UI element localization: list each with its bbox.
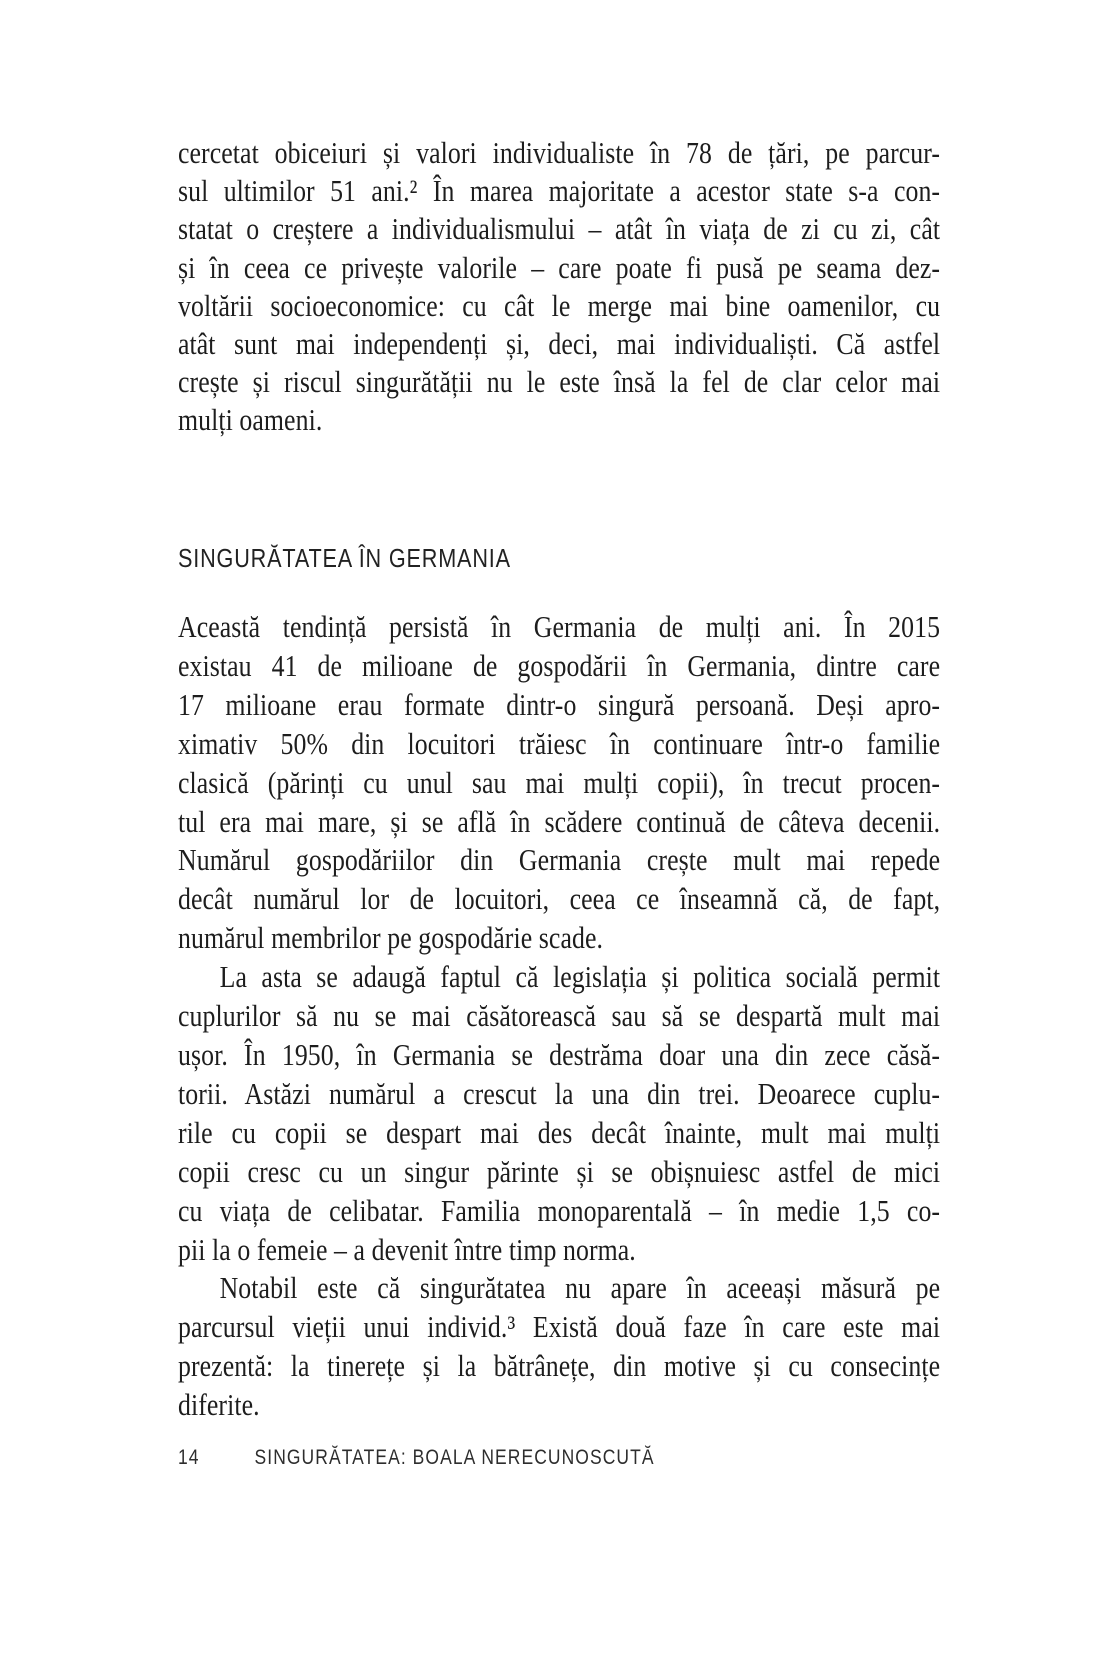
text-line: statat o creștere a individualismului – atât în viața de zi cu zi, cât	[178, 211, 941, 247]
paragraph-3	[178, 958, 940, 1269]
text-line: mulți oameni.	[178, 402, 323, 438]
text-column	[178, 0, 940, 1654]
paragraph-1	[178, 134, 940, 440]
text-line: La asta se adaugă faptul că legislația și politica socială permit	[219, 959, 941, 995]
running-title: SINGURĂTATEA: BOALA NERECUNOSCUTĂ	[254, 1446, 655, 1469]
section-heading: SINGURĂTATEA ÎN GERMANIA	[178, 543, 511, 573]
text-line: ușor. În 1950, în Germania se destrăma doar una din zece căsă-	[178, 1036, 941, 1072]
paragraph-2	[178, 608, 940, 958]
text-line: clasică (părinți cu unul sau mai mulți copii), în trecut procen-	[178, 764, 941, 800]
text-line: crește și riscul singurătății nu le este însă la fel de clar celor mai	[178, 364, 941, 400]
text-line: voltării socioeconomice: cu cât le merge mai bine oamenilor, cu	[178, 287, 941, 323]
text-line: 17 milioane erau formate dintr-o singură persoană. Deși apro-	[178, 686, 941, 722]
text-line: parcursul vieții unui individ.³ Există două faze în care este mai	[178, 1309, 941, 1345]
text-line: numărul membrilor pe gospodărie scade.	[178, 920, 604, 956]
text-line: torii. Astăzi numărul a crescut la una din trei. Deoarece cuplu-	[178, 1075, 941, 1111]
text-line: rile cu copii se despart mai des decât înainte, mult mai mulți	[178, 1114, 941, 1150]
text-line: Numărul gospodăriilor din Germania crește mult mai repede	[178, 842, 941, 878]
text-line: copii cresc cu un singur părinte și se obișnuiesc astfel de mici	[178, 1153, 941, 1189]
text-line: decât numărul lor de locuitori, ceea ce înseamnă că, de fapt,	[178, 881, 941, 917]
text-line: ximativ 50% din locuitori trăiesc în continuare într-o familie	[178, 725, 941, 761]
text-line: și în ceea ce privește valorile – care poate fi pusă pe seama dez-	[178, 249, 941, 285]
text-line: cercetat obiceiuri și valori individualiste în 78 de țări, pe parcur-	[178, 135, 941, 170]
text-line: diferite.	[178, 1387, 260, 1423]
text-line: prezentă: la tinerețe și la bătrânețe, din motive și cu consecințe	[178, 1348, 941, 1384]
paragraph-4	[178, 1269, 940, 1425]
text-line: existau 41 de milioane de gospodării în Germania, dintre care	[178, 647, 941, 683]
text-line: cu viața de celibatar. Familia monoparentală – în medie 1,5 co-	[178, 1192, 941, 1228]
page-number: 14	[178, 1446, 200, 1469]
text-line: atât sunt mai independenți și, deci, mai individualiști. Că astfel	[178, 326, 941, 362]
text-line: Notabil este că singurătatea nu apare în aceeași măsură pe	[219, 1270, 941, 1306]
body-paragraphs	[178, 608, 940, 1425]
text-line: pii la o femeie – a devenit între timp norma.	[178, 1231, 636, 1267]
page-footer	[178, 1446, 940, 1470]
text-line: sul ultimilor 51 ani.² În marea majoritate a acestor state s-a con-	[178, 173, 941, 209]
text-line: cuplurilor să nu se mai căsătorească sau să se despartă mult mai	[178, 998, 941, 1034]
text-line: tul era mai mare, și se află în scădere continuă de câteva decenii.	[178, 803, 941, 839]
text-line: Această tendință persistă în Germania de mulți ani. În 2015	[178, 609, 941, 644]
